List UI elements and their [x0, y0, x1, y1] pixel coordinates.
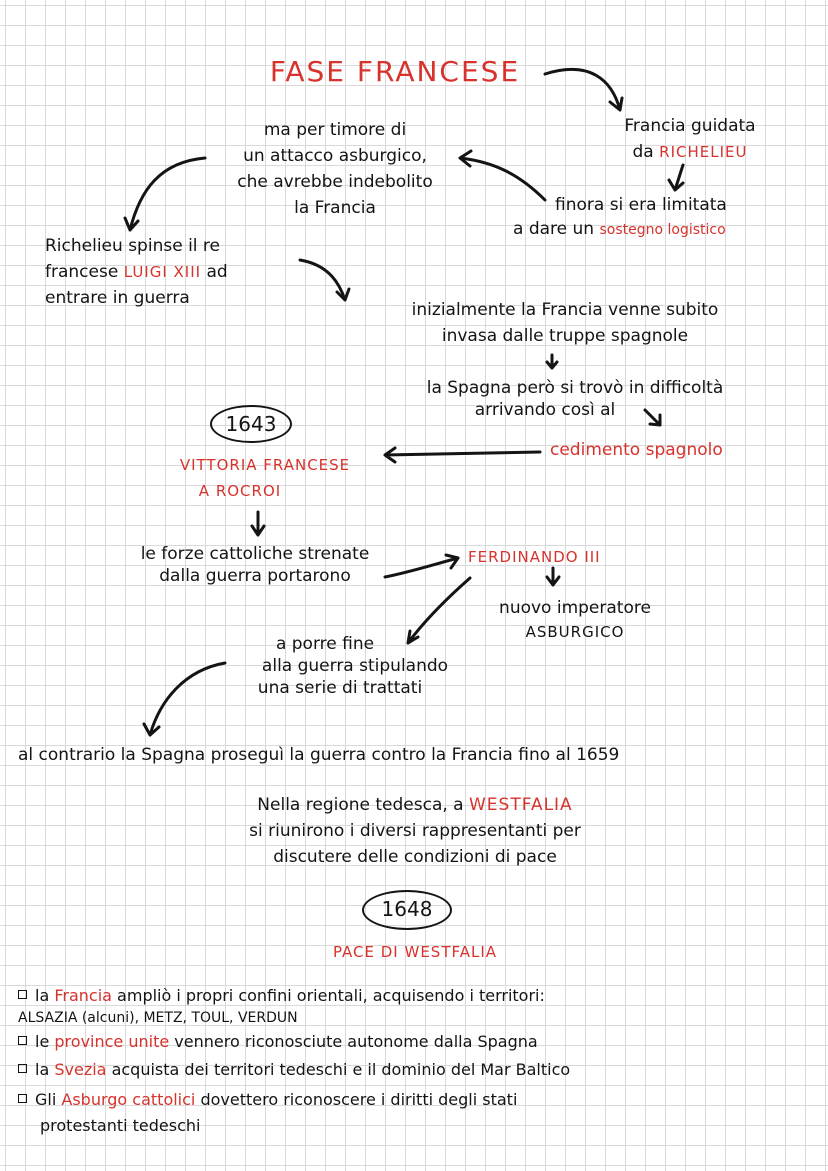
bullet-asburgo: Gli Asburgo cattolici dovettero riconoscere i diritti degli stati [18, 1089, 517, 1111]
spagna-difficolta-line2: arrivando così al [474, 400, 616, 420]
arrow-timore-to-richelieu [125, 158, 205, 230]
nuovo-imperatore-line1: nuovo imperatore [499, 598, 651, 618]
arrow-invasa-to-spagna [547, 355, 557, 368]
bullet-province-unite: le province unite vennero riconosciute autonome dalla Spagna [18, 1031, 538, 1053]
finora-line2 [513, 219, 726, 240]
asburgo-cattolici-highlight: Asburgo cattolici [61, 1090, 196, 1109]
westfalia-line1 [150, 795, 680, 815]
westfalia-line3: discutere delle condizioni di pace [273, 847, 557, 867]
bullet-asburgo-continuation: protestanti tedeschi [40, 1116, 201, 1135]
timore-line1: ma per timore di [263, 120, 407, 140]
francia-guidata-line2 [590, 142, 790, 162]
arrow-title-to-richelieu [545, 69, 622, 110]
forze-line1: le forze cattoliche strenate [140, 544, 370, 564]
westfalia-line2: si riunirono i diversi rappresentanti per [249, 821, 581, 841]
arrow-porre-fine-to-contrario [144, 663, 225, 735]
arrow-vittoria-to-forze [252, 512, 264, 535]
checkbox-icon [18, 990, 27, 999]
francia-guidata-line1: Francia guidata [624, 116, 756, 136]
arrow-ferdinando-to-nuovo [547, 568, 559, 585]
luigi-xiii-highlight: LUIGI XIII [123, 263, 202, 281]
bullet-francia-territori: ALSAZIA (alcuni), METZ, TOUL, VERDUN [18, 1010, 298, 1026]
province-unite-highlight: province unite [54, 1032, 170, 1051]
porre-fine-line2: alla guerra stipulando [261, 656, 449, 676]
forze-line2: dalla guerra portarono [159, 566, 351, 586]
francia-highlight: Francia [54, 986, 112, 1005]
richelieu-line2-suffix: ad [206, 262, 228, 282]
page-title: FASE FRANCESE [269, 55, 521, 88]
richelieu-line2 [45, 262, 228, 282]
cedimento-spagnolo: cedimento spagnolo [550, 440, 723, 460]
bullet-francia: la Francia ampliò i propri confini orientali, acquisendo i territori: [18, 985, 545, 1007]
year-1648-circle: 1648 [362, 890, 452, 930]
arrow-ferdinando-to-porre-fine [408, 578, 470, 643]
westfalia-line1-prefix: Nella regione tedesca, a [257, 795, 464, 815]
year-1643-circle: 1643 [210, 405, 292, 443]
arrow-richelieu-to-finora [669, 165, 683, 190]
francia-guidata-prefix: da [632, 142, 654, 162]
nuovo-imperatore-line2: ASBURGICO [525, 623, 625, 641]
arrow-finora-to-timore [460, 151, 545, 200]
timore-line4: la Francia [294, 198, 376, 218]
vittoria-line1: VITTORIA FRANCESE [179, 456, 351, 474]
porre-fine-line1: a porre fine [275, 634, 375, 654]
svezia-highlight: Svezia [54, 1060, 107, 1079]
ferdinando-iii: FERDINANDO III [468, 548, 601, 566]
checkbox-icon [18, 1064, 27, 1073]
sostegno-logistico-highlight: sostegno logistico [599, 222, 726, 238]
inizialmente-line2: invasa dalle truppe spagnole [441, 326, 689, 346]
vittoria-line2: A ROCROI [198, 482, 282, 500]
checkbox-icon [18, 1094, 27, 1103]
timore-line2: un attacco asburgico, [243, 146, 427, 166]
porre-fine-line3: una serie di trattati [257, 678, 423, 698]
finora-prefix: a dare un [513, 219, 595, 239]
pace-di-westfalia: PACE DI WESTFALIA [332, 943, 498, 961]
richelieu-highlight: RICHELIEU [659, 143, 748, 161]
al-contrario-line: al contrario la Spagna proseguì la guerra contro la Francia fino al 1659 [18, 745, 620, 765]
timore-line3: che avrebbe indebolito [237, 172, 433, 192]
finora-line1: finora si era limitata [555, 195, 727, 215]
inizialmente-line1: inizialmente la Francia venne subito [411, 300, 719, 320]
arrow-richelieu-to-inizialmente [300, 260, 349, 300]
richelieu-line3: entrare in guerra [45, 288, 190, 308]
bullet-svezia: la Svezia acquista dei territori tedeschi e il dominio del Mar Baltico [18, 1059, 570, 1081]
westfalia-highlight: WESTFALIA [469, 795, 573, 815]
arrow-cedimento-to-vittoria [385, 448, 540, 462]
spagna-difficolta-line1: la Spagna però si trovò in difficoltà [426, 378, 724, 398]
richelieu-line2-prefix: francese [45, 262, 119, 282]
checkbox-icon [18, 1036, 27, 1045]
richelieu-line1: Richelieu spinse il re [45, 236, 220, 256]
